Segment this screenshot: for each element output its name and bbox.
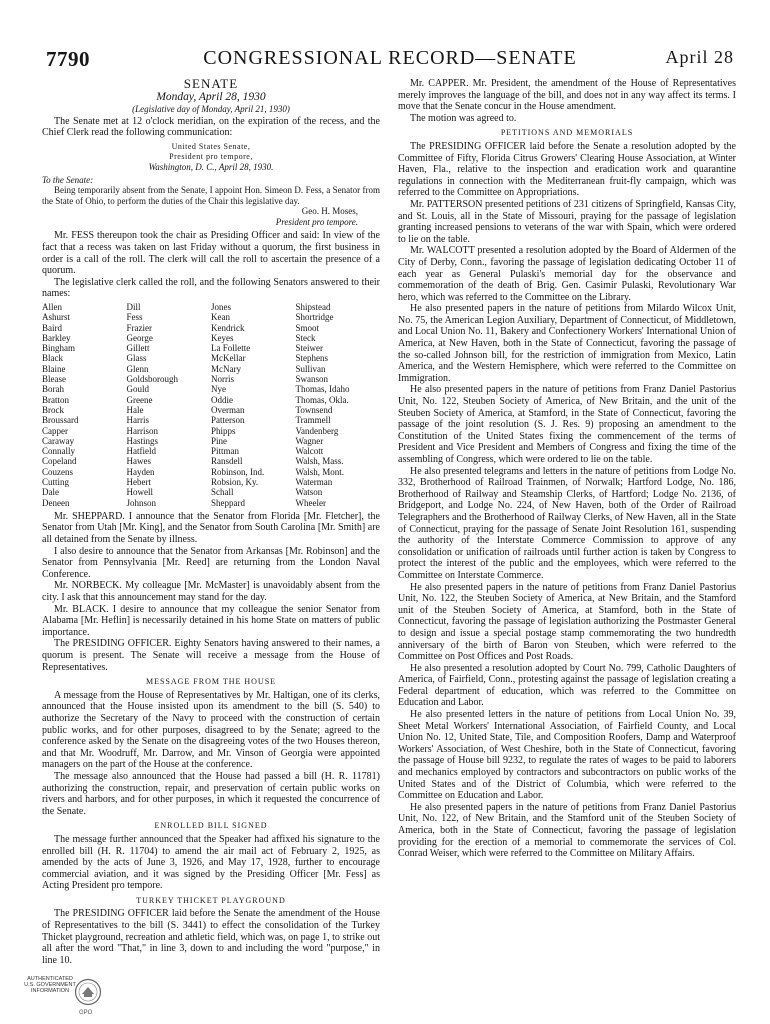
senator-name: Keyes [211, 332, 234, 343]
paragraph: The PRESIDING OFFICER. Eighty Senators having answered to their names, a quorum is present. The Senate will receive a message from the House of Representatives. [42, 638, 380, 673]
paragraph: The PRESIDING OFFICER laid before the Senate the amendment of the House of Representatives to the bill (S. 3441) to effect the consolidation of the Turkey Thicket playground, recreation and athletic field, which was, on page 1, to strike out all after the word "That," in line 3, down to and including the word "purpose," in line 10. [42, 908, 380, 966]
senator-name: Dale [42, 487, 59, 498]
senator-name: Cutting [42, 476, 70, 487]
senator-name: Blaine [42, 363, 66, 374]
gpo-label: GPO [79, 1010, 93, 1016]
senator-name: Broussard [42, 415, 79, 426]
gpo-authentication-mark [24, 974, 98, 1016]
paragraph: The legislative clerk called the roll, and the following Senators answered to their names: [42, 276, 380, 300]
authentication-line: INFORMATION [30, 988, 70, 995]
page-number: 7790 [46, 47, 90, 71]
subheading: PETITIONS AND MEMORIALS [500, 128, 634, 138]
paragraph: Mr. FESS thereupon took the chair as Presiding Officer and said: In view of the fact that a recess was taken on last Friday without a quorum, the first business in order is a call of the roll. The clerk will call the roll to ascertain the presence of a quorum. [42, 230, 380, 277]
paragraph: He also presented letters in the nature of petitions from Local Union No. 39, Sheet Metal Workers' International Association, of Fairfield County, and Local Union No. 12, United State, Tile, and Composition Roofers, Damp and Waterproof Workers' Association, of West Cheshire, both in the State of Connecticut, favoring the passage of House bill 9232, to regulate the rates of wages to be paid to laborers and mechanics employed by contractors and subcontractors on public works of the United States and of the District of Columbia, which were referred to the Committee on Education and Labor. [398, 709, 736, 802]
right-column [398, 78, 736, 860]
senator-name: Phipps [211, 425, 236, 436]
authentication-text [24, 976, 76, 995]
senator-name: Swanson [295, 374, 329, 385]
senator-name: Norris [211, 374, 234, 385]
senator-name: Greene [126, 394, 153, 405]
subheading: MESSAGE FROM THE HOUSE [145, 677, 277, 687]
paragraph: He also presented telegrams and letters in the nature of petitions from Lodge No. 332, Brotherhood of Railroad Trainmen, of Norwalk; Hartford Lodge, No. 186, Brotherhood of Railway and Steamship Clerks, of Hartford; Lodge No. 2136, of Bridgeport, and Lodge No. 224, of New Haven, both of the Order of Railroad Telegraphers and the Brotherhood of Railway Clerks, of New Haven, all in the State of Connecticut, praying for the passage of Senate Joint Resolution 161, suspending the authority of the Interstate Commerce Commission to approve of any consolidation or unification of railroads until further action is taken by Congress to protect the interest of the public and the employees, which were referred to the Committee on Interstate Commerce. [398, 465, 736, 581]
senator-name: Steck [295, 332, 316, 343]
left-column [42, 78, 380, 966]
senator-name: McKellar [211, 353, 246, 364]
senator-name: Couzens [42, 466, 73, 477]
senator-name: Hebert [126, 476, 151, 487]
subheading: TURKEY THICKET PLAYGROUND [136, 895, 286, 905]
paragraph: He also presented papers in the nature of petitions from Franz Daniel Pastorius Unit, No. 122, Steuben Society of America, of New Britain, and the unit of the Steuben Society of America, at Stamford, in the State of Connecticut, favoring the passage of the joint resolution (S. J. Res. 9) proposing an amendment to the Constitution of the United States fixing the commencement of the terms of President and Vice President and Members of Congress and fixing the time of the assembling of Congress, which were ordered to lie on the table. [398, 384, 736, 465]
senator-name: Caraway [42, 435, 74, 446]
paragraph: The PRESIDING OFFICER laid before the Senate a resolution adopted by the Committee of Fifty, Florida Citrus Growers' Clearing House Association, at Winter Haven, Fla., relative to the inspection and eradication work and quarantine regulations in connection with the Mediterranean fruit-fly campaign, which was referred to the Committee on Appropriations. [398, 140, 736, 199]
roll-call-column [127, 302, 212, 508]
letter-body: Being temporarily absent from the Senate, I appoint Hon. Simeon D. Fess, a Senator from the State of Ohio, to perform the duties of the Chair this legislative day. [42, 185, 380, 206]
senator-name: Hayden [126, 466, 155, 477]
senator-name: George [126, 332, 153, 343]
senator-name: Capper [42, 425, 68, 436]
letterhead-line: Washington, D. C., April 28, 1930. [148, 161, 274, 172]
paragraph: Mr. BLACK. I desire to announce that my colleague the senior Senator from Alabama [Mr. Heflin] is necessarily detained in his home State on matters of public importance. [42, 603, 380, 638]
senator-name: Nye [211, 384, 226, 395]
senator-name: Kendrick [211, 322, 245, 333]
senator-name: Bratton [42, 394, 69, 405]
running-title: CONGRESSIONAL RECORD—SENATE [203, 47, 577, 69]
senator-name: Ransdell [211, 456, 243, 467]
senator-name: Harrison [126, 425, 158, 436]
senator-name: Glass [126, 353, 147, 364]
senator-name: La Follette [211, 343, 251, 354]
senator-name: Kean [211, 312, 230, 323]
senator-name: Connally [42, 446, 75, 457]
senator-name: Hastings [126, 435, 158, 446]
salutation: To the Senate: [42, 174, 94, 185]
senator-name: Wagner [295, 435, 324, 446]
signature-name: Geo. H. Moses, [301, 206, 358, 217]
senator-name: Robinson, Ind. [211, 466, 265, 477]
senator-name: Barkley [42, 332, 71, 343]
senator-name: Walsh, Mont. [295, 466, 345, 477]
paragraph: Mr. CAPPER. Mr. President, the amendment of the House of Representatives merely improves the language of the bill, and does not in any way affect its terms. I move that the Senate concur in the House amendment. [398, 78, 736, 113]
senator-name: Steiwer [295, 343, 323, 354]
running-date: April 28 [665, 47, 734, 67]
authentication-line: U.S. GOVERNMENT [24, 982, 76, 989]
senator-name: Gillett [126, 343, 150, 354]
senator-name: Pittman [211, 446, 240, 457]
senator-name: Johnson [126, 497, 157, 508]
paragraph: The motion was agreed to. [410, 112, 517, 124]
senator-name: Schall [211, 487, 234, 498]
paragraph: Mr. PATTERSON presented petitions of 231 citizens of Springfield, Kansas City, and St. Louis, all in the State of Missouri, praying for the passage of legislation granting increased pensions to veterans of the war with Spain, which were ordered to lie on the table. [398, 198, 736, 245]
paragraph: Mr. SHEPPARD. I announce that the Senator from Florida [Mr. Fletcher], the Senator from Utah [Mr. King], and the Senator from South Carolina [Mr. Smith] are all detained from the Senate by illness. [42, 510, 380, 546]
senator-name: Hawes [126, 456, 151, 467]
letterhead-line: United States Senate, [171, 141, 251, 151]
paragraph: He also presented papers in the nature of petitions from Milardo Wilcox Unit, No. 75, the American Legion Auxiliary, Department of Connecticut, of Middletown, and Local Union No. 11, Bakery and Confectionery Workers' International Union of America, at New Haven, both in the State of Connecticut, favoring the passage of the so-called Johnson bill, for the restriction of immigration from Mexico, Latin America, and the Western Hemisphere, which were referred to the Committee on Immigration. [398, 303, 736, 384]
senator-name: Hatfield [126, 446, 156, 457]
gpo-seal-icon [74, 978, 102, 1006]
roll-call-column [211, 302, 296, 508]
legislative-day: (Legislative day of Monday, April 21, 1930) [132, 104, 290, 115]
paragraph: A message from the House of Representatives by Mr. Haltigan, one of its clerks, announced that the House insisted upon its amendment to the bill (S. 540) to authorize the Secretary of the Navy to proceed with the construction of certain public works, and for other purposes, disagreed to by the Senate; agreed to the conference asked by the Senate on the disagreeing votes of the two Houses thereon, and that Mr. Woodruff, Mr. Darrow, and Mr. Vinson of Georgia were appointed managers on the part of the House at the conference. [42, 689, 380, 771]
roll-call-column [296, 302, 381, 508]
senator-name: Glenn [126, 363, 149, 374]
signature [42, 206, 380, 227]
senator-name: Smoot [295, 322, 320, 333]
senator-name: Frazier [126, 322, 152, 333]
senator-name: Gould [126, 384, 149, 395]
senator-name: Robsion, Ky. [211, 476, 259, 487]
senator-name: Brock [42, 404, 64, 415]
session-date: Monday, April 28, 1930 [156, 90, 266, 103]
paragraph: He also presented papers in the nature of petitions from Franz Daniel Pastorius Unit, No. 122, the Steuben Society of America, at New Britain, and the Stamford unit of the Steuben Society of America, at Stamford, both in the State of Connecticut, favoring the passage of legislation authorizing the Postmaster General to design and issue a special postage stamp commemorating the two hundredth anniversary of the birth of Baron von Steuben, which were referred to the Committee on Post Offices and Post Roads. [398, 581, 736, 663]
letterhead-line: President pro tempore, [169, 151, 253, 161]
senator-name: Pine [211, 435, 228, 446]
senator-name: Goldsborough [126, 374, 178, 385]
senator-name: Sheppard [211, 497, 245, 508]
senator-name: Patterson [211, 415, 245, 426]
paragraph: He also presented a resolution adopted by Court No. 799, Catholic Daughters of America, of Fairfield, Conn., protesting against the passage of legislation creating a Federal department of education, which was referred to the Committee on Education and Labor. [398, 662, 736, 709]
senator-name: Watson [295, 487, 323, 498]
senator-name: Borah [42, 384, 64, 395]
senator-name: Overman [211, 404, 245, 415]
senator-name: Oddie [211, 394, 233, 405]
senator-name: Copeland [42, 456, 77, 467]
senator-name: Ashurst [42, 312, 71, 323]
paragraph: I also desire to announce that the Senator from Arkansas [Mr. Robinson] and the Senator from Pennsylvania [Mr. Reed] are returning from the London Naval Conference. [42, 545, 380, 580]
paragraph: The message further announced that the Speaker had affixed his signature to the enrolled bill (H. R. 11704) to amend the air mail act of February 2, 1925, as amended by the acts of June 3, 1926, and May 17, 1928, further to encourage commercial aviation, and it was signed by the Presiding Officer [Mr. Fess] as Acting President pro tempore. [42, 833, 380, 892]
senator-name: Walsh, Mass. [295, 456, 344, 467]
signature-title: President pro tempore. [275, 216, 358, 227]
paragraph: Mr. NORBECK. My colleague [Mr. McMaster] is unavoidably absent from the city. I ask that this announcement may stand for the day. [42, 580, 380, 604]
paragraph: Mr. WALCOTT presented a resolution adopted by the Board of Aldermen of the City of Derby, Conn., favoring the passage of legislation dedicating October 11 of each year as General Pulaski's memorial day for the observance and commemoration of the death of Brig. Gen. Casimir Pulaski, Revolutionary War hero, which was referred to the Committee on the Library. [398, 245, 736, 303]
senator-name: Blease [42, 374, 66, 385]
senator-name: Walcott [295, 446, 324, 457]
senator-name: Dill [126, 301, 141, 312]
authentication-line: AUTHENTICATED [27, 976, 73, 982]
senator-name: Shortridge [295, 312, 334, 323]
page-header [46, 47, 734, 73]
senator-name: Shipstead [295, 301, 331, 312]
senator-name: McNary [211, 363, 241, 374]
senator-name: Allen [42, 301, 62, 312]
senator-name: Harris [126, 415, 149, 426]
senator-name: Bingham [42, 343, 75, 354]
senator-name: Vandenberg [295, 425, 339, 436]
section-title: SENATE [183, 76, 239, 91]
subheading: ENROLLED BILL SIGNED [154, 821, 268, 831]
senator-name: Trammell [295, 415, 331, 426]
senator-name: Baird [42, 322, 62, 333]
senator-name: Hale [126, 404, 144, 415]
senator-name: Black [42, 353, 63, 364]
letterhead [42, 142, 380, 172]
senator-name: Sullivan [295, 363, 326, 374]
senator-name: Thomas, Idaho [295, 384, 350, 395]
senator-name: Deneen [42, 497, 70, 508]
senator-name: Jones [211, 301, 231, 312]
senator-name: Waterman [295, 476, 333, 487]
senator-name: Stephens [295, 353, 328, 364]
roll-call-column [42, 302, 127, 508]
senator-name: Fess [126, 312, 143, 323]
senator-name: Howell [126, 487, 153, 498]
roll-call-list [42, 302, 380, 508]
paragraph: The message also announced that the House had passed a bill (H. R. 11781) authorizing the construction, repair, and preservation of certain public works on rivers and harbors, and for other purposes, in which it requested the concurrence of the Senate. [42, 770, 380, 817]
senator-name: Townsend [295, 404, 333, 415]
senator-name: Wheeler [295, 497, 326, 508]
paragraph: He also presented papers in the nature of petitions from Franz Daniel Pastorius Unit, No. 122, of New Britain, and the Stamford unit of the Steuben Society of America, both in the State of Connecticut, favoring the passage of legislation providing for the erection of a memorial to commemorate the services of Col. Conrad Weiser, which were referred to the Committee on Military Affairs. [398, 801, 736, 860]
senator-name: Thomas, Okla. [295, 394, 349, 405]
paragraph: The Senate met at 12 o'clock meridian, on the expiration of the recess, and the Chief Clerk read the following communication: [42, 115, 380, 139]
